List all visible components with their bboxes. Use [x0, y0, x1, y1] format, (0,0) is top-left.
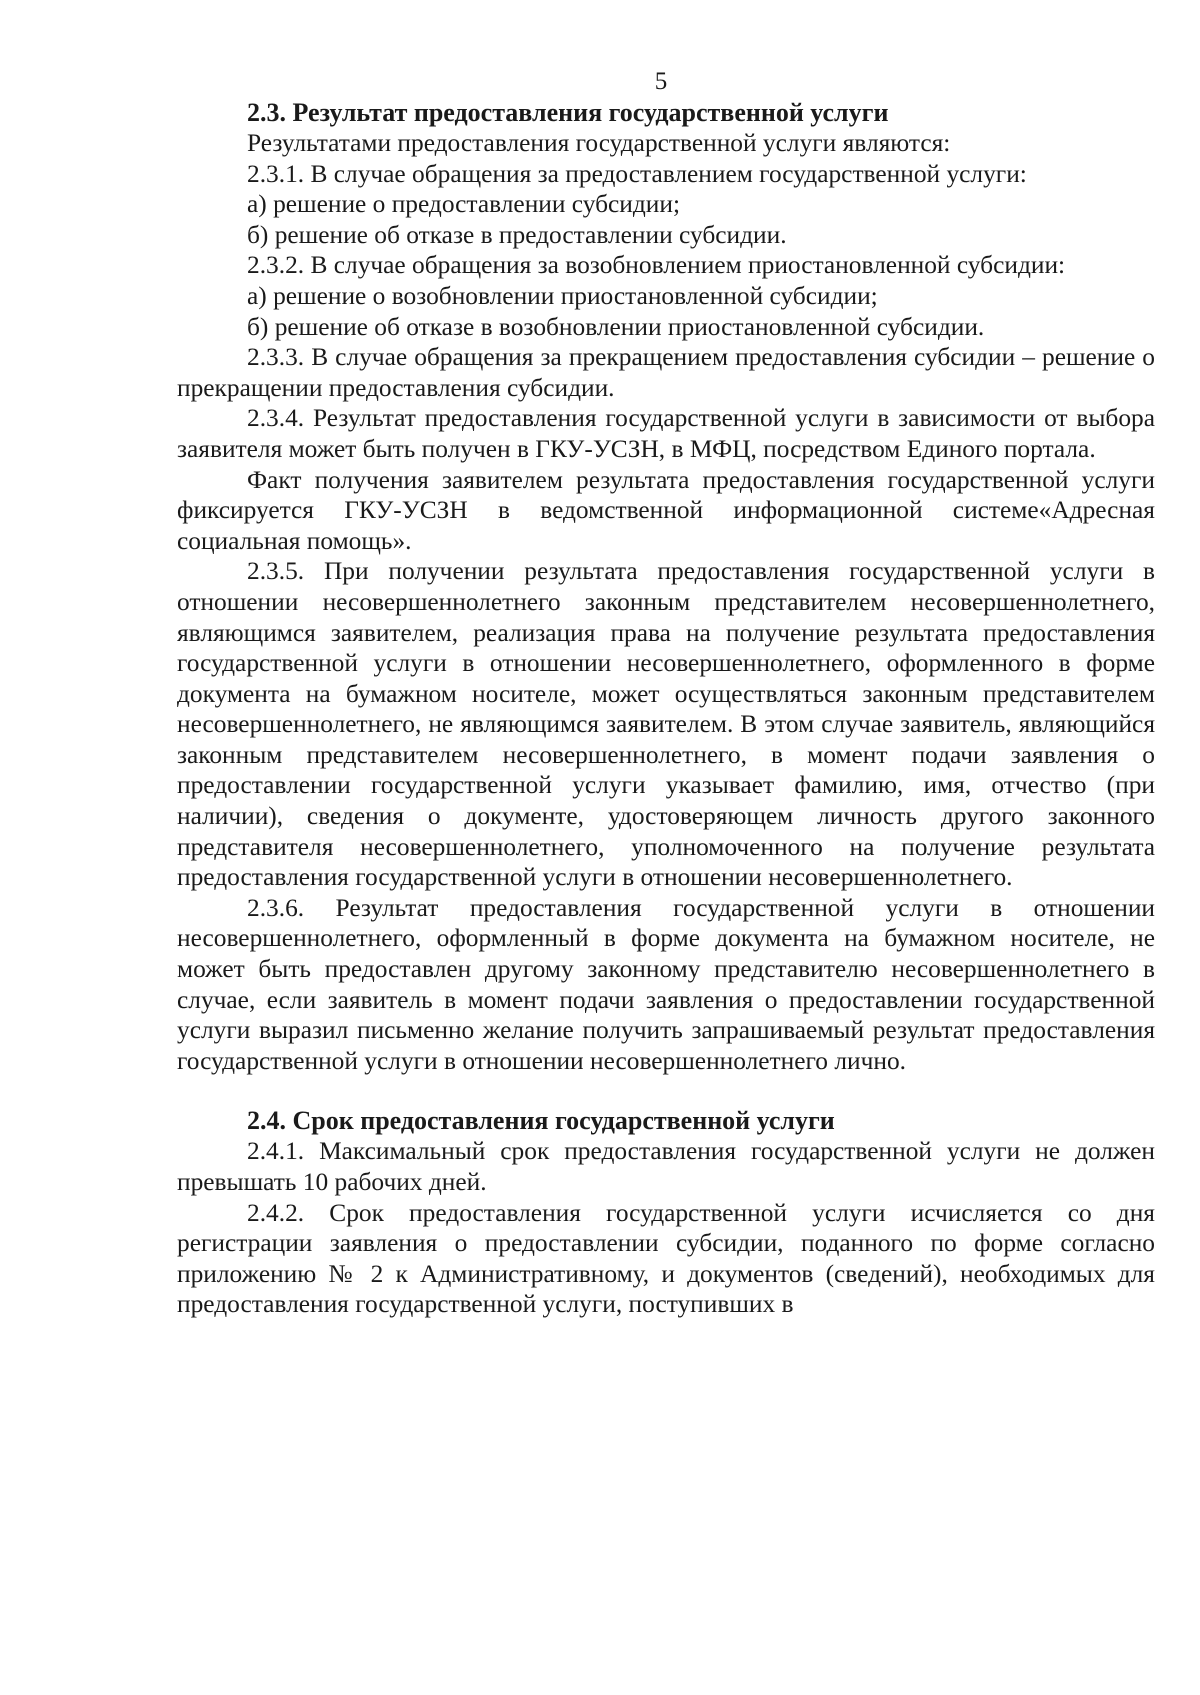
- paragraph: 2.3.1. В случае обращения за предоставлением государственной услуги:: [247, 159, 1027, 188]
- section-heading-2-3: 2.3. Результат предоставления государственной услуги: [247, 98, 889, 127]
- section-heading-2-4: 2.4. Срок предоставления государственной услуги: [247, 1106, 835, 1136]
- paragraph: Факт получения заявителем результата предоставления государственной услуги фиксируется ГКУ-УСЗН в ведомственной информационной системе«Адресная социальная помощь».: [177, 465, 1155, 555]
- paragraph: Результатами предоставления государственной услуги являются:: [247, 129, 951, 157]
- paragraph: 2.3.4. Результат предоставления государственной услуги в зависимости от выбора заявителя может быть получен в ГКУ-УСЗН, в МФЦ, посредством Единого портала.: [177, 404, 1155, 463]
- section-2-3: [177, 98, 1155, 1076]
- paragraph: 2.3.3. В случае обращения за прекращением предоставления субсидии – решение о прекращении предоставления субсидии.: [177, 343, 1155, 402]
- paragraph: 2.3.6. Результат предоставления государственной услуги в отношении несовершеннолетнего, оформленный в форме документа на бумажном носителе, не может быть предоставлен другому законному представителю несовершеннолетнего в случае, если заявитель в момент подачи заявления о предоставлении государственной услуги выразил письменно желание получить запрашиваемый результат предоставления государственной услуги в отношении несовершеннолетнего лично.: [177, 893, 1155, 1075]
- paragraph: а) решение о возобновлении приостановленной субсидии;: [247, 281, 878, 310]
- paragraph: 2.3.5. При получении результата предоставления государственной услуги в отношении несовершеннолетнего законным представителем несовершеннолетнего, являющимся заявителем, реализация права на получение результата предоставления государственной услуги в отношении несовершеннолетнего, оформленного в форме документа на бумажном носителе, может осуществляться законным представителем несовершеннолетнего, не являющимся заявителем. В этом случае заявитель, являющийся законным представителем несовершеннолетнего, в момент подачи заявления о предоставлении государственной услуги указывает фамилию, имя, отчество (при наличии), сведения о документе, удостоверяющем личность другого законного представителя несовершеннолетнего, уполномоченного на получение результата предоставления государственной услуги в отношении несовершеннолетнего.: [177, 557, 1155, 892]
- paragraph: 2.3.2. В случае обращения за возобновлением приостановленной субсидии:: [247, 251, 1066, 280]
- paragraph: б) решение об отказе в возобновлении приостановленной субсидии.: [247, 312, 985, 341]
- paragraph: а) решение о предоставлении субсидии;: [247, 190, 681, 219]
- section-spacer: [177, 1076, 1155, 1106]
- section-2-4: [177, 1106, 1155, 1320]
- paragraph: 2.4.2. Срок предоставления государственной услуги исчисляется со дня регистрации заявления о предоставлении субсидии, поданного по форме согласно приложению № 2 к Административному, и документов (сведений), необходимых для предоставления государственной услуги, поступивших в: [177, 1198, 1155, 1319]
- page-number: 5: [654, 68, 668, 95]
- paragraph: 2.4.1. Максимальный срок предоставления государственной услуги не должен превышать 10 рабочих дней.: [177, 1137, 1155, 1196]
- document-page: [177, 66, 1155, 1320]
- paragraph: б) решение об отказе в предоставлении субсидии.: [247, 220, 787, 249]
